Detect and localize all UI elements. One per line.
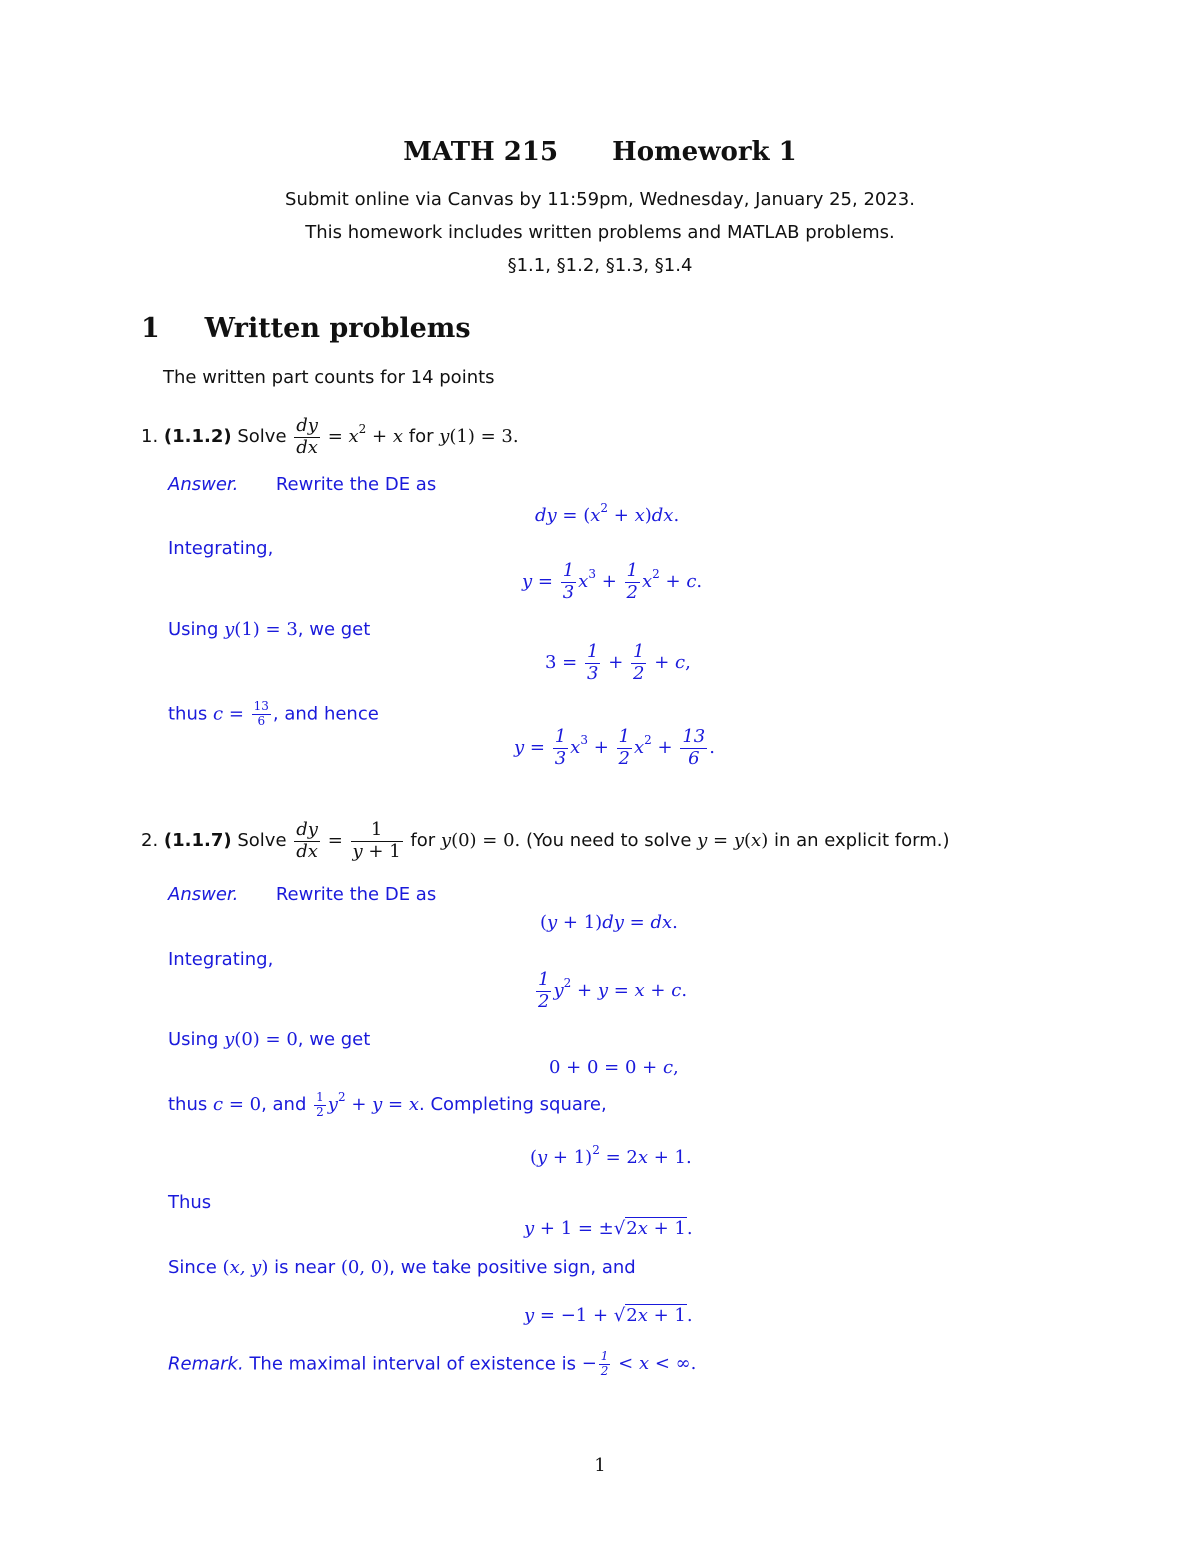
dy-dx-fraction: $\frac{dy}{dx}$ — [296, 819, 318, 862]
problem-2-eq-substituted: 0 + 0 = 0 + c, — [549, 1057, 679, 1078]
includes-note: This homework includes written problems and MATLAB problems. — [305, 222, 895, 243]
problem-1-thus: thus c = $\frac{13}{6}$ , and hence — [168, 699, 379, 728]
problem-2-remark: Remark. The maximal interval of existence is − $\frac{1}{2}$ < x < ∞. — [168, 1349, 697, 1378]
problem-1-eq-final: y = $\frac{1}{3}$ $x^3$ + $\frac{1}{2}$ $x^2$ + $\frac{13}{6}$ . — [514, 726, 715, 769]
problem-1-integrating: Integrating, — [168, 538, 274, 559]
section-intro: The written part counts for 14 points — [163, 367, 495, 388]
section-heading — [141, 313, 471, 344]
submit-instructions: Submit online via Canvas by 11:59pm, Wednesday, January 25, 2023. — [285, 189, 915, 210]
problem-2-thus-2: Thus — [168, 1192, 212, 1213]
problem-2-eq-square: $(y + 1)^2 = 2x + 1$. — [530, 1143, 692, 1168]
problem-2-eq-sqrt: y + 1 = ±√2x + 1. — [524, 1218, 693, 1239]
page-title — [0, 137, 1200, 167]
answer-label: Answer. — [168, 474, 239, 495]
problem-2-using-condition: Using y(0) = 0, we get — [168, 1029, 371, 1050]
problem-1-answer-intro: Answer. Rewrite the DE as — [168, 474, 437, 495]
problem-1-statement: 1. (1.1.2) Solve $\frac{dy}{dx}$ = $x^2 + x$ for y(1) = 3. — [141, 415, 519, 458]
problem-1-solve: Solve — [237, 426, 287, 448]
problem-1-equation: = $x^2 + x$ — [327, 422, 404, 448]
assignment-name: Homework 1 — [612, 137, 797, 167]
problem-1-number: 1. — [141, 426, 159, 448]
problem-2-since: Since (x, y) is near (0, 0), we take positive sign, and — [168, 1257, 636, 1278]
problem-1-initial-condition: y(1) = 3. — [439, 426, 519, 448]
problem-2-thus: thus c = 0, and $\frac{1}{2}$ $y^2 + y = x$. Completing square, — [168, 1089, 607, 1119]
problem-1-eq-integrated: y = $\frac{1}{3}$ $x^3$ + $\frac{1}{2}$ $x^2 + c$. — [522, 560, 703, 603]
page-number: 1 — [594, 1455, 606, 1476]
sections-list: §1.1, §1.2, §1.3, §1.4 — [507, 255, 693, 276]
problem-1-eq-rewrite: dy = $(x^2 + x)dx$. — [535, 501, 680, 526]
section-number: 1 — [141, 313, 160, 344]
problem-1-using-condition: Using y(1) = 3, we get — [168, 619, 371, 640]
problem-1-ref: (1.1.2) — [163, 426, 232, 448]
answer-label: Answer. — [168, 884, 239, 905]
remark-label: Remark. — [168, 1353, 244, 1375]
problem-1-eq-substituted: 3 = $\frac{1}{3}$ + $\frac{1}{2}$ + c, — [545, 641, 691, 684]
problem-2-ref: (1.1.7) — [163, 830, 232, 852]
problem-2-number: 2. — [141, 830, 159, 852]
problem-2-eq-rewrite: (y + 1)dy = dx. — [540, 912, 678, 933]
section-title: Written problems — [204, 313, 471, 344]
course-code: MATH 215 — [403, 137, 559, 167]
problem-2-eq-final: y = −1 + √2x + 1. — [524, 1305, 693, 1326]
problem-2-statement: 2. (1.1.7) Solve $\frac{dy}{dx}$ = $\frac{1}{y + 1}$ for y(0) = 0. (You need to solve y = y(x) in an explicit form.) — [141, 819, 950, 862]
problem-2-eq-integrated: $\frac{1}{2}$ $y^2 + y = x + c$. — [538, 969, 688, 1012]
problem-2-integrating: Integrating, — [168, 949, 274, 970]
dy-dx-fraction: $\frac{dy}{dx}$ — [296, 415, 318, 458]
problem-2-answer-intro: Answer. Rewrite the DE as — [168, 884, 437, 905]
